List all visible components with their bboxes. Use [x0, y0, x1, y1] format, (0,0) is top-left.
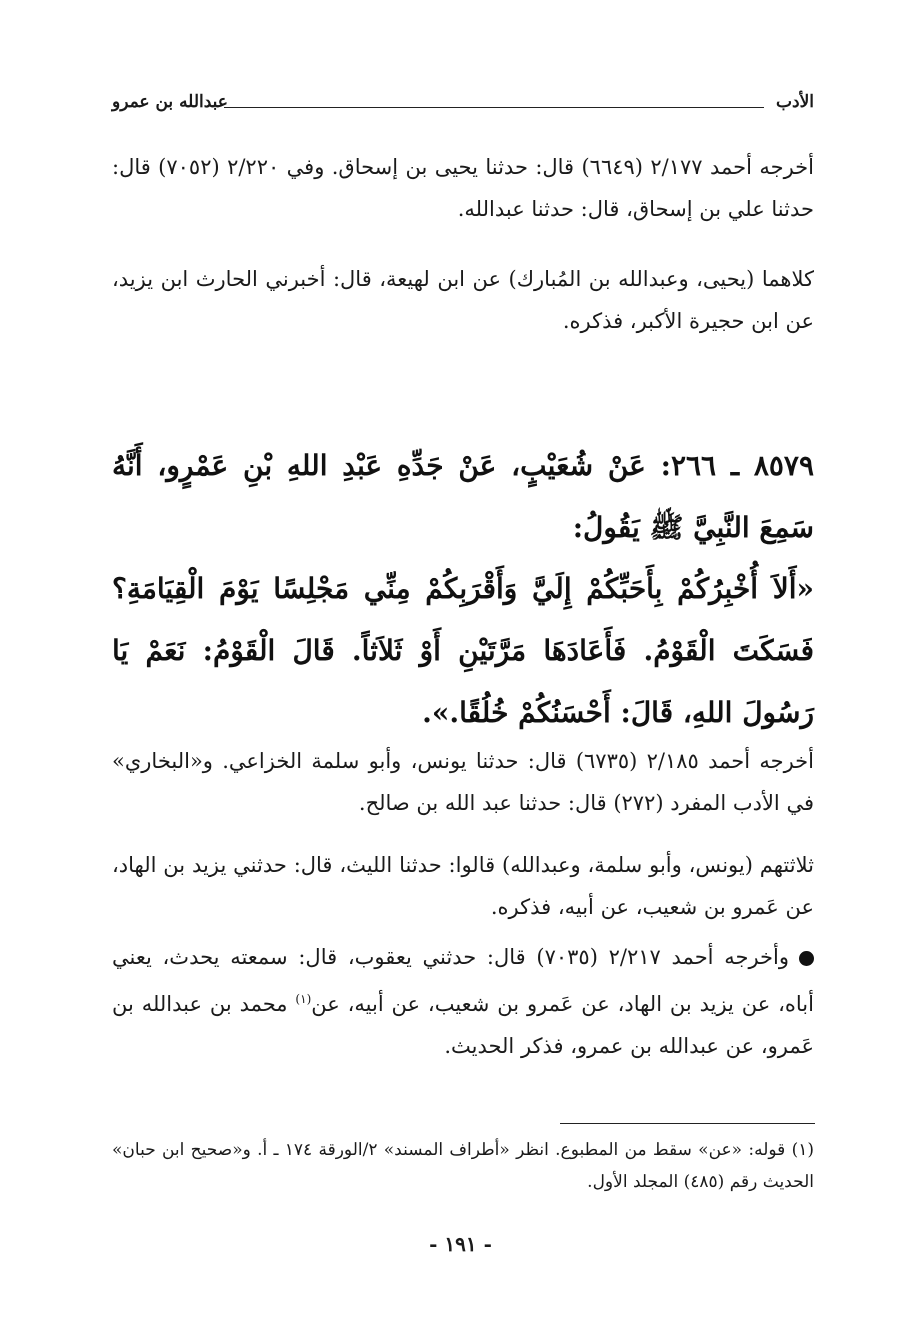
takhrij-paragraph-3: أخرجه أحمد ٢/١٨٥ (٦٧٣٥) قال: حدثنا يونس، وأبو سلمة الخزاعي. و«البخاري» في الأدب المفرد (٢٧٢) قال: حدثنا عبد الله بن صالح. — [112, 749, 814, 815]
chapter-title: الأدب — [776, 92, 814, 112]
hadith-intro: ٨٥٧٩ ـ ٢٦٦: عَنْ شُعَيْبٍ، عَنْ جَدِّهِ عَبْدِ اللهِ بْنِ عَمْرٍو، أَنَّهُ سَمِعَ النَّبِيَّ ﷺ يَقُولُ: — [112, 449, 814, 544]
header-rule — [224, 107, 764, 108]
paragraph-5-end: محمد بن عبدالله بن عَمرو، عن عبدالله بن عمرو، فذكر الحديث. — [112, 992, 814, 1058]
hadith-text: «أَلاَ أُخْبِرُكُمْ بِأَحَبِّكُمْ إِلَيَّ وَأَقْرَبِكُمْ مِنِّي مَجْلِسًا يَوْمَ الْقِيَامَةِ؟ فَسَكَتَ الْقَوْمُ. فَأَعَادَهَا مَرَّتَيْنِ أَوْ ثَلاَثاً. قَالَ الْقَوْمُ: نَعَمْ يَا رَسُولَ اللهِ، قَالَ: أَحْسَنُكُمْ خُلُقًا.». — [112, 572, 814, 729]
bullet-icon — [799, 951, 814, 966]
footnote: (١) قوله: «عن» سقط من المطبوع. انظر «أطراف المسند» ٢/الورقة ١٧٤ ـ أ. و«صحيح ابن حبان» الحديث رقم (٤٨٥) المجلد الأول. — [112, 1140, 814, 1192]
page-number: - ١٩١ - — [429, 1232, 492, 1256]
footnote-rule — [560, 1123, 815, 1124]
narrator-title: عبدالله بن عمرو — [112, 92, 228, 112]
takhrij-paragraph-5 — [112, 936, 814, 1067]
takhrij-paragraph-2: كلاهما (يحيى، وعبدالله بن المُبارك) عن ابن لهيعة، قال: أخبرني الحارث ابن يزيد، عن ابن حجيرة الأكبر، فذكره. — [112, 267, 814, 333]
takhrij-paragraph-4: ثلاثتهم (يونس، وأبو سلمة، وعبدالله) قالوا: حدثنا الليث، قال: حدثني يزيد بن الهاد، عن عَمرو بن شعيب، عن أبيه، فذكره. — [112, 853, 814, 919]
paragraph-5-text: وأخرجه أحمد ٢/٢١٧ (٧٠٣٥) قال: حدثني يعقوب، قال: سمعته يحدث، يعني أباه، عن يزيد بن الهاد، عن عَمرو بن شعيب، عن أبيه، عن — [112, 945, 814, 1016]
footnote-marker: (١) — [295, 992, 312, 1006]
takhrij-paragraph-1: أخرجه أحمد ٢/١٧٧ (٦٦٤٩) قال: حدثنا يحيى بن إسحاق. وفي ٢/٢٢٠ (٧٠٥٢) قال: حدثنا علي بن إسحاق، قال: حدثنا عبدالله. — [112, 155, 814, 221]
running-header — [112, 92, 814, 116]
